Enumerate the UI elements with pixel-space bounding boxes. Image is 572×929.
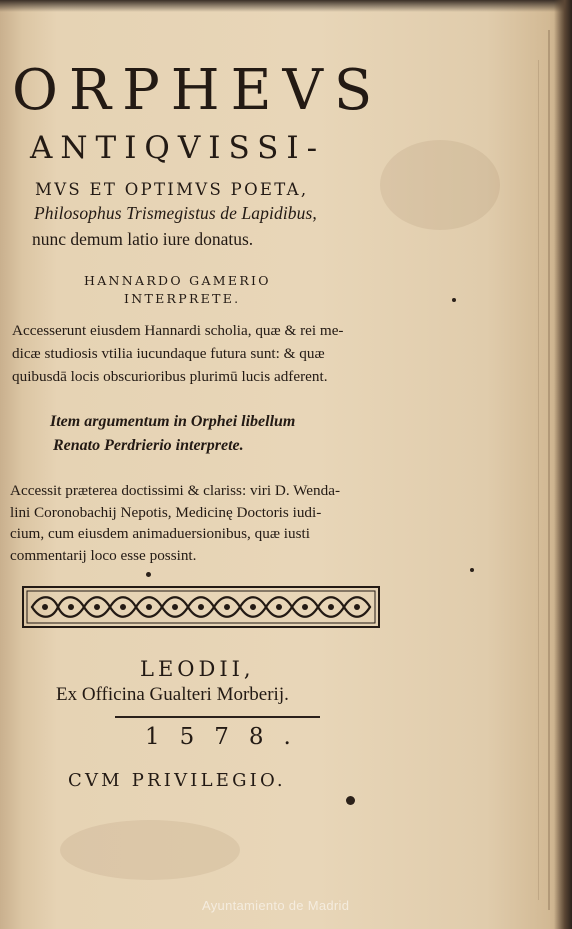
argument-line: Renato Perdrierio interprete. [53, 437, 244, 454]
page-top-shadow [0, 0, 572, 12]
watermark-text: Ayuntamiento de Madrid [202, 898, 350, 913]
ink-dot [346, 796, 355, 805]
paper-stain [60, 820, 240, 880]
ink-dot [452, 298, 456, 302]
commentary-line: cium, cum eiusdem animaduersionibus, quæ iusti [10, 525, 310, 542]
page-crease [538, 60, 539, 900]
commentary-line: Accessit præterea doctissimi & clariss: viri D. Wenda- [10, 482, 341, 499]
imprint-city: LEODII, [140, 657, 255, 681]
title-optimus-poeta: MVS ET OPTIMVS POETA, [35, 180, 309, 199]
title-orpheus: ORPHEVS [12, 58, 384, 123]
scholia-line: quibusdā locis obscurioribus plurimū lucis adferent. [12, 368, 328, 385]
translator-role: INTERPRETE. [124, 291, 241, 306]
argument-line: Item argumentum in Orphei libellum [50, 413, 296, 430]
scholia-line: Accesserunt eiusdem Hannardi scholia, quæ & rei me- [12, 322, 344, 339]
title-nunc-demum: nunc demum latio iure donatus. [32, 229, 254, 249]
commentary-line: lini Coronobachij Nepotis, Medicinę Doctoris iudi- [10, 504, 322, 521]
page-crease [548, 30, 550, 910]
imprint-privilege: CVM PRIVILEGIO. [68, 770, 286, 791]
title-antiquissi: ANTIQVISSI- [30, 130, 326, 166]
imprint-printer: Ex Officina Gualteri Morberij. [56, 684, 289, 705]
ink-dot [146, 572, 151, 577]
translator-name: HANNARDO GAMERIO [84, 273, 271, 288]
divider-rule [115, 716, 320, 718]
binding-shadow [554, 0, 572, 929]
arabesque-ornament-icon [22, 586, 380, 628]
commentary-line: commentarij loco esse possint. [10, 547, 197, 564]
ink-dot [470, 568, 474, 572]
scholia-line: dicæ studiosis vtilia iucundaque futura sunt: & quæ [12, 345, 325, 362]
title-philosophus: Philosophus Trismegistus de Lapidibus, [34, 203, 317, 223]
imprint-year: 1578. [145, 724, 311, 750]
paper-stain [380, 140, 500, 230]
